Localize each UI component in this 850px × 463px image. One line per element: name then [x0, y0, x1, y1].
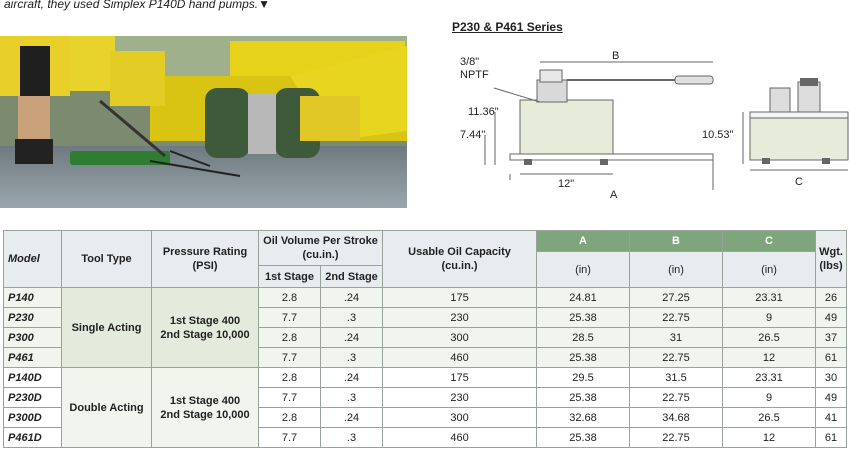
pump-photo [0, 36, 407, 208]
header-usable-oil-label: Usable Oil Capacity [408, 246, 511, 258]
cell-model: P461D [4, 428, 62, 448]
cell-usable: 300 [383, 328, 537, 348]
header-a-unit: (in) [537, 252, 630, 288]
cell-wgt: 41 [816, 408, 847, 428]
header-tool-type: Tool Type [62, 231, 152, 288]
header-stage2: 2nd Stage [321, 266, 383, 288]
cell-usable: 230 [383, 308, 537, 328]
cell-b: 22.75 [630, 388, 723, 408]
cell-usable: 175 [383, 368, 537, 388]
cell-c: 26.5 [723, 328, 816, 348]
cell-stage1: 2.8 [259, 368, 321, 388]
label-width: 12" [558, 178, 575, 190]
header-oil-volume [259, 231, 383, 266]
cell-a: 28.5 [537, 328, 630, 348]
cell-model: P300D [4, 408, 62, 428]
cell-b: 27.25 [630, 288, 723, 308]
header-c: C [723, 231, 816, 252]
cell-usable: 460 [383, 428, 537, 448]
cell-pressure [152, 368, 259, 448]
cell-pressure-line2: 2nd Stage 10,000 [160, 408, 250, 421]
cell-c: 9 [723, 388, 816, 408]
label-nptf: NPTF [460, 69, 489, 81]
cell-wgt: 49 [816, 308, 847, 328]
cell-stage2: .3 [321, 388, 383, 408]
cell-pressure-line1: 1st Stage 400 [169, 314, 241, 327]
cell-wgt: 37 [816, 328, 847, 348]
label-height-c: 10.53" [702, 129, 734, 141]
cell-c: 12 [723, 428, 816, 448]
header-oil-volume-label: Oil Volume Per Stroke [263, 235, 378, 247]
cell-a: 25.38 [537, 308, 630, 328]
cell-model: P300 [4, 328, 62, 348]
cell-c: 26.5 [723, 408, 816, 428]
specifications-table [3, 230, 847, 448]
label-nptf-size: 3/8" [460, 56, 480, 68]
header-a: A [537, 231, 630, 252]
cell-c: 23.31 [723, 368, 816, 388]
cell-stage1: 7.7 [259, 348, 321, 368]
cell-model: P461 [4, 348, 62, 368]
cell-b: 22.75 [630, 348, 723, 368]
cell-stage2: .24 [321, 328, 383, 348]
cell-stage2: .24 [321, 288, 383, 308]
cell-model: P230 [4, 308, 62, 328]
header-weight-unit: (lbs) [819, 260, 843, 272]
label-dim-c: C [795, 176, 803, 188]
header-usable-oil [383, 231, 537, 288]
header-pressure [152, 231, 259, 288]
cell-stage2: .24 [321, 408, 383, 428]
diagram-title: P230 & P461 Series [452, 20, 563, 34]
cell-pressure-line1: 1st Stage 400 [169, 394, 241, 407]
cell-stage1: 2.8 [259, 288, 321, 308]
cell-tool-type: Single Acting [62, 288, 152, 368]
cell-model: P140 [4, 288, 62, 308]
cell-stage1: 2.8 [259, 408, 321, 428]
header-weight-label: Wgt. [819, 246, 843, 258]
label-height-b: 7.44" [460, 129, 486, 141]
cell-stage1: 2.8 [259, 328, 321, 348]
cell-wgt: 49 [816, 388, 847, 408]
header-model: Model [4, 231, 62, 288]
cell-usable: 230 [383, 388, 537, 408]
cell-a: 25.38 [537, 348, 630, 368]
header-usable-oil-unit: (cu.in.) [441, 260, 478, 272]
cell-b: 22.75 [630, 308, 723, 328]
cell-usable: 175 [383, 288, 537, 308]
cell-stage2: .3 [321, 348, 383, 368]
cell-b: 31 [630, 328, 723, 348]
cell-model: P140D [4, 368, 62, 388]
cell-b: 31.5 [630, 368, 723, 388]
cell-wgt: 61 [816, 428, 847, 448]
cell-c: 23.31 [723, 288, 816, 308]
table-row [4, 288, 847, 308]
cell-wgt: 26 [816, 288, 847, 308]
cell-stage1: 7.7 [259, 428, 321, 448]
cell-usable: 460 [383, 348, 537, 368]
cell-b: 34.68 [630, 408, 723, 428]
cell-model: P230D [4, 388, 62, 408]
header-b: B [630, 231, 723, 252]
cell-pressure-line2: 2nd Stage 10,000 [160, 328, 250, 341]
header-weight [816, 231, 847, 288]
label-height-a: 11.36" [468, 106, 499, 118]
cell-a: 25.38 [537, 388, 630, 408]
cell-a: 29.5 [537, 368, 630, 388]
header-pressure-label: Pressure Rating [162, 246, 248, 258]
header-b-unit: (in) [630, 252, 723, 288]
header-stage1: 1st Stage [259, 266, 321, 288]
header-c-unit: (in) [723, 252, 816, 288]
cell-a: 25.38 [537, 428, 630, 448]
cell-a: 32.68 [537, 408, 630, 428]
label-dim-a: A [610, 189, 618, 201]
cell-stage1: 7.7 [259, 308, 321, 328]
cell-c: 12 [723, 348, 816, 368]
cell-b: 22.75 [630, 428, 723, 448]
pump-dimension-diagram [440, 40, 850, 210]
cell-c: 9 [723, 308, 816, 328]
intro-text: aircraft, they used Simplex P140D hand pumps.▼ [4, 0, 271, 11]
cell-wgt: 61 [816, 348, 847, 368]
cell-tool-type: Double Acting [62, 368, 152, 448]
cell-a: 24.81 [537, 288, 630, 308]
header-pressure-unit: (PSI) [192, 260, 218, 272]
table-row [4, 368, 847, 388]
cell-stage2: .3 [321, 428, 383, 448]
cell-stage2: .24 [321, 368, 383, 388]
cell-wgt: 30 [816, 368, 847, 388]
cell-stage1: 7.7 [259, 388, 321, 408]
header-oil-volume-unit: (cu.in.) [302, 249, 339, 261]
cell-pressure [152, 288, 259, 368]
label-dim-b: B [612, 50, 620, 62]
cell-usable: 300 [383, 408, 537, 428]
cell-stage2: .3 [321, 308, 383, 328]
